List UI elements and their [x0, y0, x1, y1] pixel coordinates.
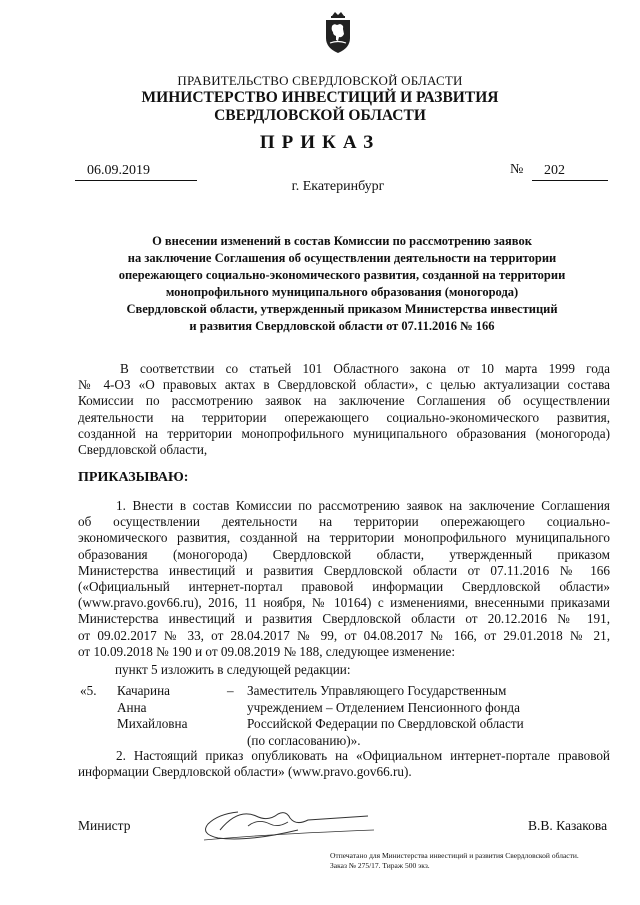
member-role-line: (по согласованию)». — [247, 732, 361, 748]
government-name: ПРАВИТЕЛЬСТВО СВЕРДЛОВСКОЙ ОБЛАСТИ — [177, 73, 463, 88]
member-clause-mark: «5. — [80, 683, 97, 698]
member-dash: – — [227, 683, 234, 698]
item-1-line: (www.pravo.gov66.ru), 2016, 11 ноября, № 10164) с изменениями, внесенными приказами — [78, 595, 610, 611]
document-title — [74, 233, 610, 335]
item-1-line: экономического развития, созданной на территории монопрофильного муниципального — [78, 530, 610, 546]
document-number: 202 — [532, 163, 608, 181]
title-line: О внесении изменений в состав Комиссии по рассмотрению заявок — [152, 234, 532, 248]
item-2-line: 2. Настоящий приказ опубликовать на «Официальном интернет-портале правовой — [116, 748, 610, 763]
preamble-line: Комиссии по рассмотрению заявок на заключение Соглашения об осуществлении — [78, 393, 610, 409]
document-date: 06.09.2019 — [75, 163, 197, 181]
item-1-line: от 10.09.2018 № 190 и от 09.08.2019 № 188, следующее изменение: — [78, 643, 456, 659]
item-1-line: от 09.02.2017 № 33, от 28.04.2017 № 99, от 04.08.2017 № 166, от 29.01.2018 № 21, — [78, 627, 610, 643]
member-role-line: Российской Федерации по Свердловской области — [247, 716, 524, 731]
preamble-line: В соответствии со статьей 101 Областного закона от 10 марта 1999 года — [120, 361, 610, 376]
member-name — [117, 683, 187, 733]
signer-name: В.В. Казакова — [528, 818, 608, 833]
print-note-line: Отпечатано для Министерства инвестиций и развития Свердловской области. — [330, 851, 579, 860]
preamble-line: созданной на территории монопрофильного муниципального образования (моногорода) — [78, 425, 610, 441]
preamble-line: № 4-ОЗ «О правовых актах в Свердловской области», с целью актуализации состава — [78, 377, 610, 393]
print-note — [330, 851, 579, 871]
item-1-line: Министерства инвестиций и развития Свердловской области от 07.11.2016 № 166 — [78, 562, 610, 578]
signature-icon — [178, 800, 378, 848]
title-line: монопрофильного муниципального образования (моногорода) — [165, 285, 519, 299]
item-1-paragraph — [78, 498, 610, 660]
member-patronymic: Михайловна — [117, 716, 188, 731]
item-1-line: об осуществлении деятельности на территории опережающего социально- — [78, 514, 610, 530]
item-1-subclause: пункт 5 изложить в следующей редакции: — [115, 662, 351, 677]
ministry-name-line1: МИНИСТЕРСТВО ИНВЕСТИЦИЙ И РАЗВИТИЯ — [141, 89, 499, 106]
ministry-name-line2: СВЕРДЛОВСКОЙ ОБЛАСТИ — [214, 107, 426, 124]
title-line: Свердловской области, утвержденный приказом Министерства инвестиций — [126, 302, 558, 316]
title-line: на заключение Соглашения об осуществлении деятельности на территории — [127, 251, 557, 265]
member-first-name: Анна — [117, 699, 147, 715]
title-line: и развития Свердловской области от 07.11.2016 № 166 — [189, 319, 495, 333]
title-line: опережающего социально-экономического развития, созданной на территории — [118, 268, 566, 282]
member-role-line: Заместитель Управляющего Государственным — [247, 683, 507, 698]
city: г. Екатеринбург — [291, 179, 385, 194]
member-surname: Качарина — [117, 683, 170, 698]
order-word: ПРИКАЗЫВАЮ: — [78, 470, 189, 485]
print-note-line: Заказ № 275/17. Тираж 500 экз. — [330, 861, 430, 870]
number-label: № — [510, 162, 524, 177]
item-1-line: («Официальный интернет-портал правовой информации Свердловской области» — [78, 579, 610, 595]
coat-of-arms-icon — [322, 10, 354, 54]
item-1-line: образования (моногорода) Свердловской области, утвержденный приказом — [78, 546, 610, 562]
preamble-line: Свердловской области, — [78, 442, 208, 458]
member-role-line: учреждением – Отделением Пенсионного фонда — [247, 699, 520, 715]
preamble-line: деятельности на территории опережающего социально-экономического развития, — [78, 409, 610, 425]
document-type: ПРИКАЗ — [259, 132, 381, 153]
item-2-line: информации Свердловской области» (www.pravo.gov66.ru). — [78, 764, 412, 780]
member-role — [247, 683, 524, 749]
item-1-line: 1. Внести в состав Комиссии по рассмотрению заявок на заключение Соглашения — [116, 498, 610, 513]
signer-position: Министр — [78, 818, 131, 833]
item-2-paragraph — [78, 748, 610, 780]
preamble-paragraph — [78, 361, 610, 458]
item-1-line: Министерства инвестиций и развития Свердловской области от 20.12.2016 № 191, — [78, 611, 610, 627]
